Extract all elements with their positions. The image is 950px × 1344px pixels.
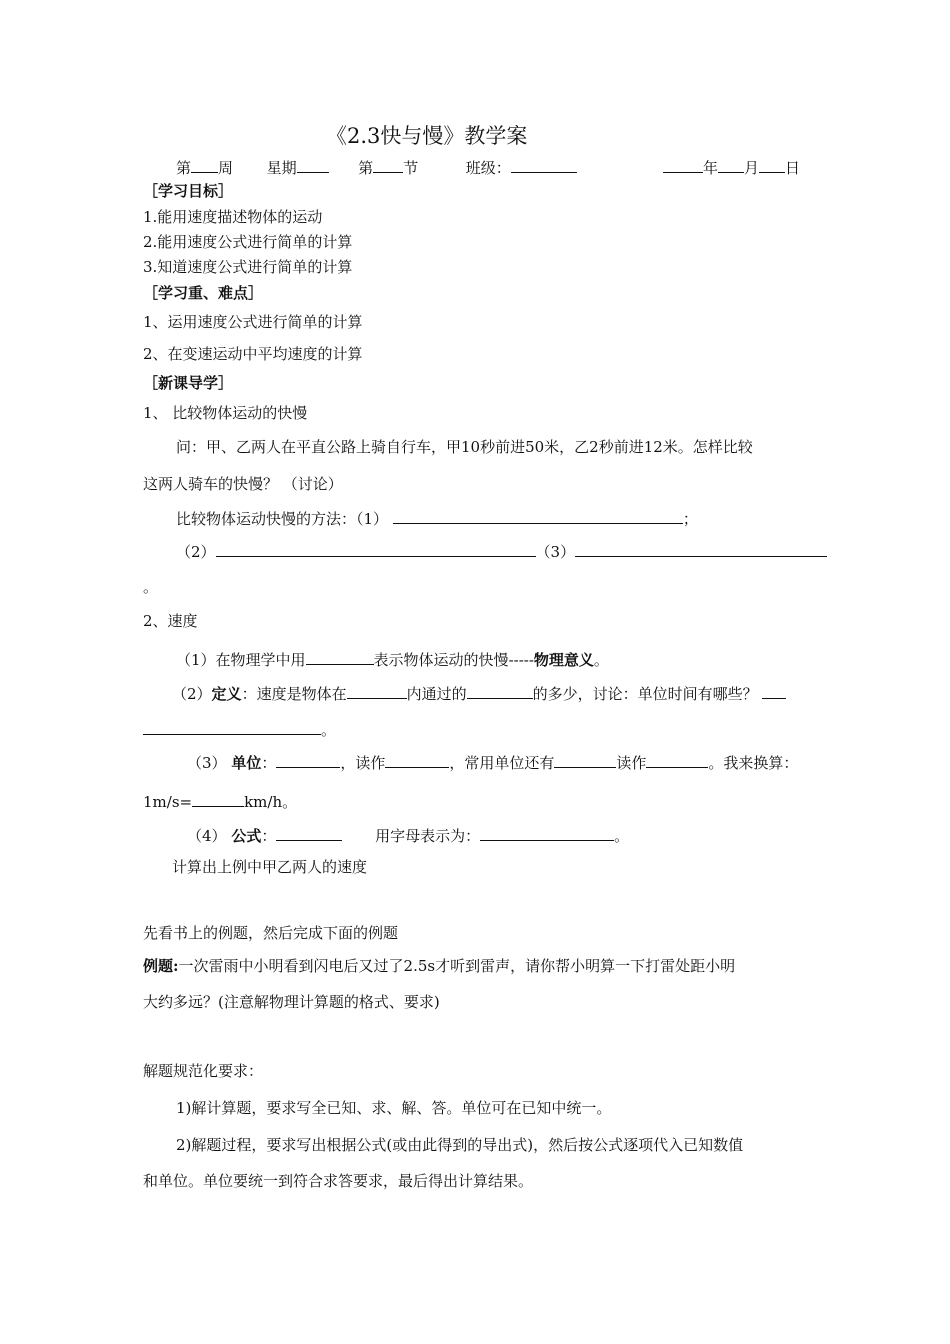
method-line <box>176 508 698 529</box>
p4-middle: 用字母表示为： <box>375 827 481 845</box>
question-line2: 这两人骑车的快慢？ （讨论） <box>143 475 343 493</box>
year-label: 年 <box>703 159 719 177</box>
method3-blank[interactable] <box>575 541 827 557</box>
p1-prefix: （1）在物理学中用 <box>176 651 306 669</box>
lesson-suffix: 节 <box>403 159 419 177</box>
rule-2-line1: 2)解题过程，要求写出根据公式(或由此得到的导出式)，然后按公式逐项代入已知数值 <box>176 1136 744 1154</box>
example-text: 一次雷雨中小明看到闪电后又过了2.5s才听到雷声，请你帮小明算一下打雷处距小明 <box>178 957 736 975</box>
keypoint-item: 1、运用速度公式进行简单的计算 <box>143 313 363 331</box>
speed-p3-conv <box>143 791 297 812</box>
speed-p3 <box>187 752 798 773</box>
method-label: 比较物体运动快慢的方法：（1） <box>176 510 389 528</box>
week-suffix: 周 <box>218 159 234 177</box>
lesson-label: 第 <box>358 159 374 177</box>
p2-text-b: 内通过的 <box>406 685 467 703</box>
keypoints-heading: ［学习重、难点］ <box>143 284 264 302</box>
p1-middle: 表示物体运动的快慢 <box>373 651 509 669</box>
p4-colon: ： <box>261 827 277 845</box>
conv-blank[interactable] <box>192 791 244 807</box>
week-label: 第 <box>176 159 192 177</box>
rules-heading: 解题规范化要求： <box>143 1062 264 1080</box>
p4-end: 。 <box>614 827 630 845</box>
method3-label: （3） <box>535 543 576 561</box>
p4-blank1[interactable] <box>276 825 342 841</box>
lesson-blank[interactable] <box>373 157 403 173</box>
p2-blank1[interactable] <box>347 683 407 699</box>
example-line2: 大约多远？(注意解物理计算题的格式、要求) <box>143 993 440 1011</box>
p3-text-c: 读作 <box>616 754 647 772</box>
rule-1: 1)解计算题，要求写全已知、求、解、答。单位可在已知中统一。 <box>176 1099 612 1117</box>
example-label: 例题: <box>143 957 179 975</box>
keypoint-item: 2、在变速运动中平均速度的计算 <box>143 345 363 363</box>
newlesson-heading: ［新课导学］ <box>143 374 234 392</box>
p3-text-a: ，读作 <box>340 754 386 772</box>
p1-blank[interactable] <box>306 649 374 665</box>
conv-suffix: km/h。 <box>244 793 298 811</box>
day-label: 日 <box>785 159 801 177</box>
goals-heading: ［学习目标］ <box>143 182 234 200</box>
p1-dash: ----- <box>508 651 534 669</box>
p1-end: 。 <box>593 651 609 669</box>
p4-bold: 公式 <box>231 827 262 845</box>
example-intro: 先看书上的例题，然后完成下面的例题 <box>143 924 399 942</box>
weekday-label: 星期 <box>266 159 297 177</box>
day-blank[interactable] <box>759 157 785 173</box>
month-blank[interactable] <box>718 157 744 173</box>
month-label: 月 <box>744 159 760 177</box>
p1-bold: 物理意义 <box>533 651 594 669</box>
p3-prefix: （3） <box>187 754 227 772</box>
p3-blank2[interactable] <box>385 752 449 768</box>
p4-prefix: （4） <box>187 827 227 845</box>
p3-bold: 单位 <box>231 754 262 772</box>
p4-blank2[interactable] <box>480 825 614 841</box>
speed-p2 <box>172 683 786 704</box>
example-line1 <box>143 956 735 976</box>
class-label: 班级： <box>465 159 511 177</box>
goal-item: 3.知道速度公式进行简单的计算 <box>143 258 353 276</box>
method-period: 。 <box>143 578 159 596</box>
p3-text-d: 。我来换算： <box>708 754 799 772</box>
page-title: 《2.3快与慢》教学案 <box>326 124 528 148</box>
question-line1: 问：甲、乙两人在平直公路上骑自行车，甲10秒前进50米，乙2秒前进12米。怎样比较 <box>176 438 753 456</box>
p3-text-b: ，常用单位还有 <box>449 754 555 772</box>
semicolon: ； <box>682 510 698 528</box>
p3-blank3[interactable] <box>554 752 616 768</box>
rule-2-line2: 和单位。单位要统一到符合求答要求，最后得出计算结果。 <box>143 1172 534 1190</box>
p2-end: 。 <box>321 721 337 739</box>
class-blank[interactable] <box>511 157 577 173</box>
p2-bold: 定义 <box>211 685 242 703</box>
week-blank[interactable] <box>191 157 218 173</box>
section1-title: 1、 比较物体运动的快慢 <box>143 404 308 422</box>
year-blank[interactable] <box>663 157 703 173</box>
p3-colon: ： <box>261 754 277 772</box>
speed-p1 <box>176 649 609 670</box>
p3-blank4[interactable] <box>646 752 708 768</box>
method2-blank[interactable] <box>216 541 536 557</box>
p2-blank3[interactable] <box>762 683 786 699</box>
goal-item: 1.能用速度描述物体的运动 <box>143 208 323 226</box>
section2-title: 2、速度 <box>143 612 198 630</box>
conv-prefix: 1m/s= <box>143 793 193 811</box>
p2-blank4[interactable] <box>143 719 321 735</box>
header-line <box>176 157 577 178</box>
weekday-blank[interactable] <box>297 157 329 173</box>
speed-p2-cont <box>143 719 336 740</box>
method2-label: （2） <box>176 543 216 561</box>
p2-prefix: （2） <box>172 685 212 703</box>
date-line <box>663 157 800 178</box>
speed-p4 <box>187 825 629 846</box>
calc-instruction: 计算出上例中甲乙两人的速度 <box>172 858 368 876</box>
method1-blank[interactable] <box>393 508 683 524</box>
p2-text-a: ：速度是物体在 <box>241 685 347 703</box>
p2-blank2[interactable] <box>467 683 533 699</box>
p3-blank1[interactable] <box>276 752 340 768</box>
p2-text-c: 的多少，讨论：单位时间有哪些？ <box>532 685 758 703</box>
method23-line <box>176 541 827 562</box>
goal-item: 2.能用速度公式进行简单的计算 <box>143 233 353 251</box>
